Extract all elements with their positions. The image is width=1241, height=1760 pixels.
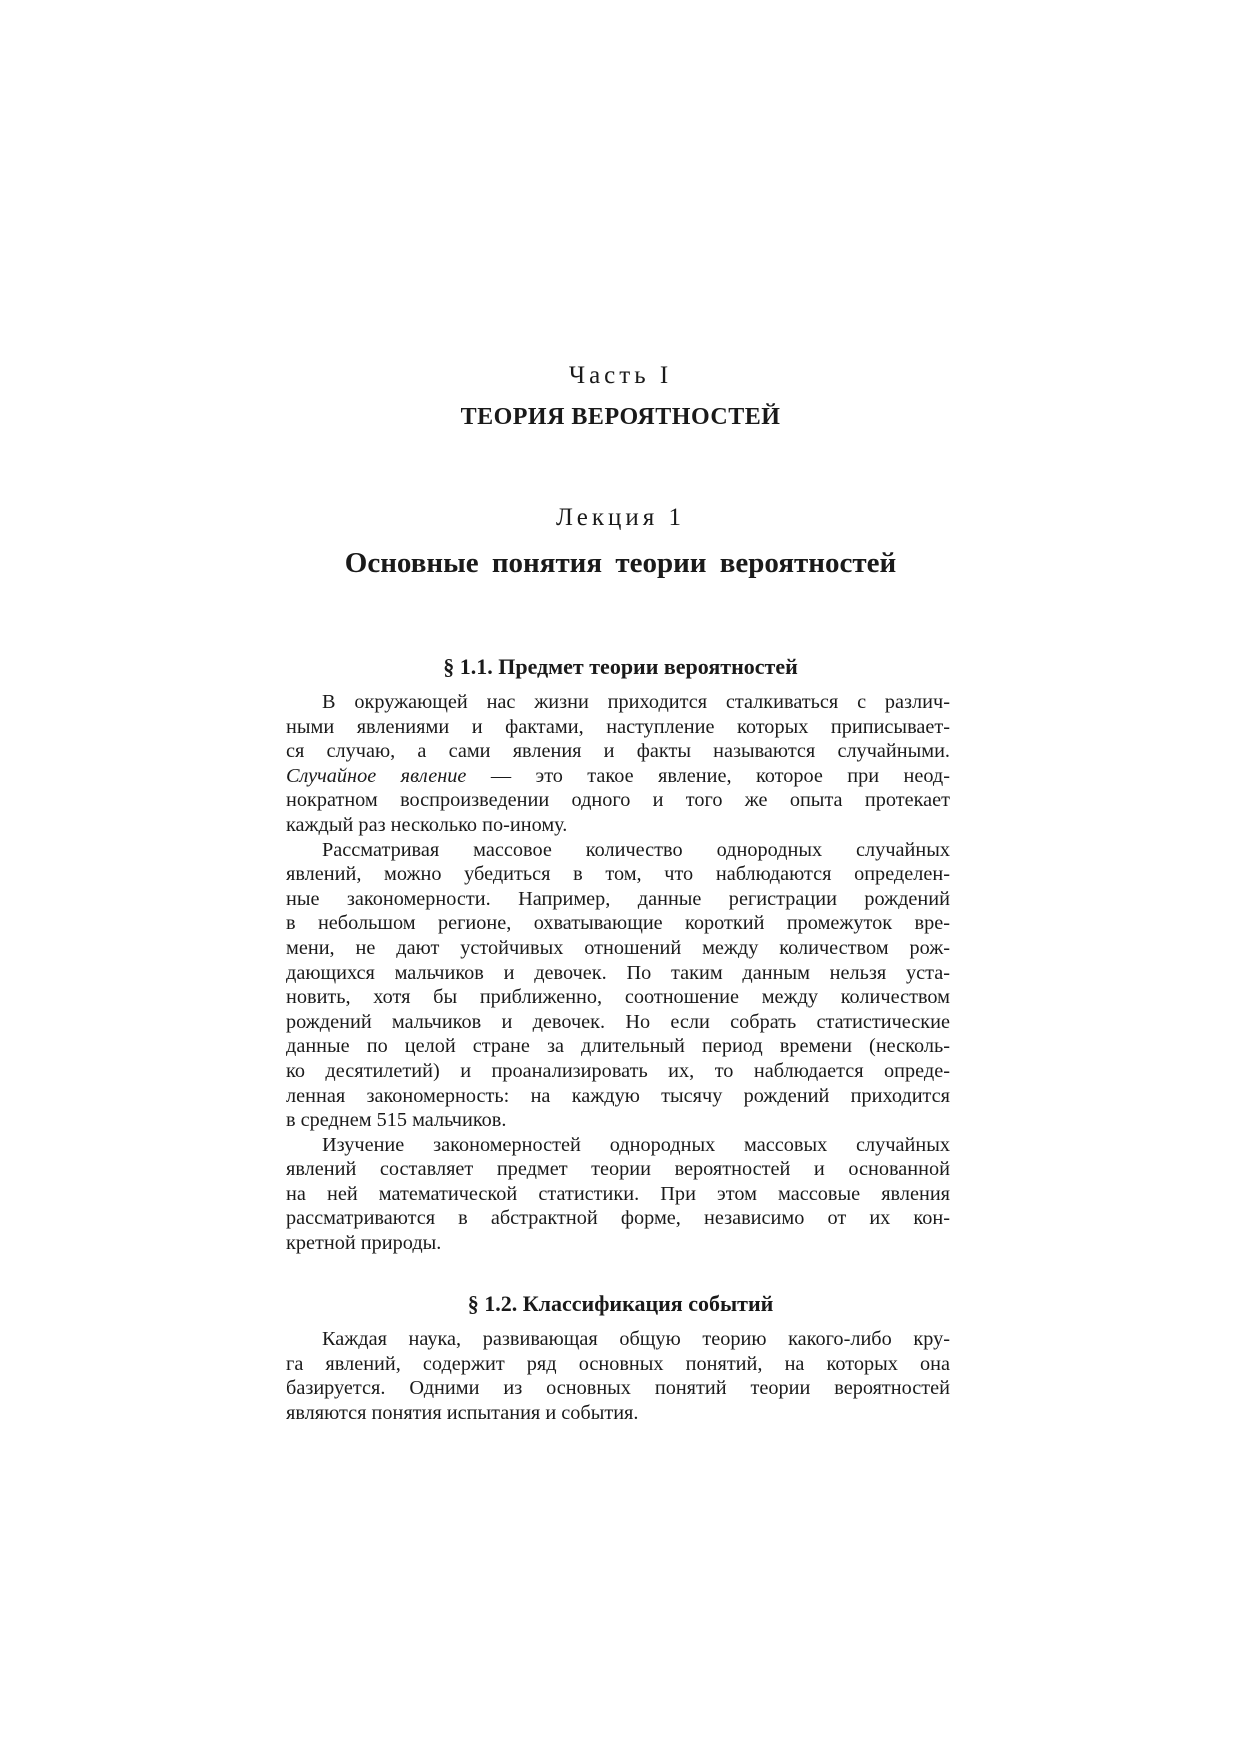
text-line: в среднем 515 мальчиков. <box>286 1109 507 1132</box>
paragraph <box>286 1133 950 1256</box>
text-line: мени, не дают устойчивых отношений между количеством рож- <box>286 936 950 959</box>
lecture-label: Лекция 1 <box>555 504 686 531</box>
text-line: Изучение закономерностей однородных массовых случайных <box>322 1133 950 1156</box>
text-line: кретной природы. <box>286 1232 442 1255</box>
text-line: явлений, можно убедиться в том, что наблюдаются определен- <box>286 863 950 886</box>
text-line: в небольшом регионе, охватывающие короткий промежуток вре- <box>286 912 950 935</box>
text-line <box>286 764 950 789</box>
text-line: ко десятилетий) и проанализировать их, то наблюдается опреде- <box>286 1059 950 1082</box>
text-line: нократном воспроизведении одного и того же опыта протекает <box>286 789 950 812</box>
term-random-phenomenon: Случайное явление <box>286 764 467 787</box>
text-line: ными явлениями и фактами, наступление которых приписывает- <box>286 715 950 738</box>
part-title: ТЕОРИЯ ВЕРОЯТНОСТЕЙ <box>460 404 781 430</box>
text-line: ленная закономерность: на каждую тысячу рождений приходится <box>286 1084 950 1107</box>
text-line: явлений составляет предмет теории вероятностей и основанной <box>286 1158 950 1181</box>
part-label: Часть I <box>568 362 673 389</box>
text-line: каждый раз несколько по-иному. <box>286 813 568 836</box>
text-line: на ней математической статистики. При этом массовые явления <box>286 1182 950 1205</box>
text-line: являются понятия испытания и события. <box>286 1401 639 1424</box>
text-line: ные закономерности. Например, данные регистрации рождений <box>286 887 950 910</box>
section-1-2-heading: § 1.2. Классификация событий <box>467 1291 774 1316</box>
text-line: данные по целой стране за длительный период времени (несколь- <box>286 1035 950 1058</box>
section-1-1-body <box>286 690 950 1256</box>
term-definition: — это такое явление, которое при неод- <box>466 764 950 787</box>
text-line: рождений мальчиков и девочек. Но если собрать статистические <box>286 1010 950 1033</box>
text-line: рассматриваются в абстрактной форме, независимо от их кон- <box>286 1207 950 1230</box>
text-line: дающихся мальчиков и девочек. По таким данным нельзя уста- <box>286 961 950 984</box>
text-line: га явлений, содержит ряд основных понятий, на которых она <box>286 1352 950 1375</box>
text-line: Рассматривая массовое количество однородных случайных <box>322 838 950 861</box>
text-line: ся случаю, а сами явления и факты называются случайными. <box>286 740 950 763</box>
section-1-2-body <box>286 1327 950 1425</box>
section-1-1-heading: § 1.1. Предмет теории вероятностей <box>443 654 798 679</box>
text-line: Каждая наука, развивающая общую теорию какого-либо кру- <box>322 1328 950 1350</box>
text-line: новить, хотя бы приближенно, соотношение между количеством <box>286 986 950 1009</box>
paragraph <box>286 690 950 838</box>
paragraph <box>286 1327 950 1425</box>
text-line: базируется. Одними из основных понятий теории вероятностей <box>286 1377 950 1400</box>
paragraph <box>286 838 950 1133</box>
lecture-title: Основные понятия теории вероятностей <box>344 547 897 579</box>
text-line: В окружающей нас жизни приходится сталкиваться с различ- <box>322 691 950 713</box>
